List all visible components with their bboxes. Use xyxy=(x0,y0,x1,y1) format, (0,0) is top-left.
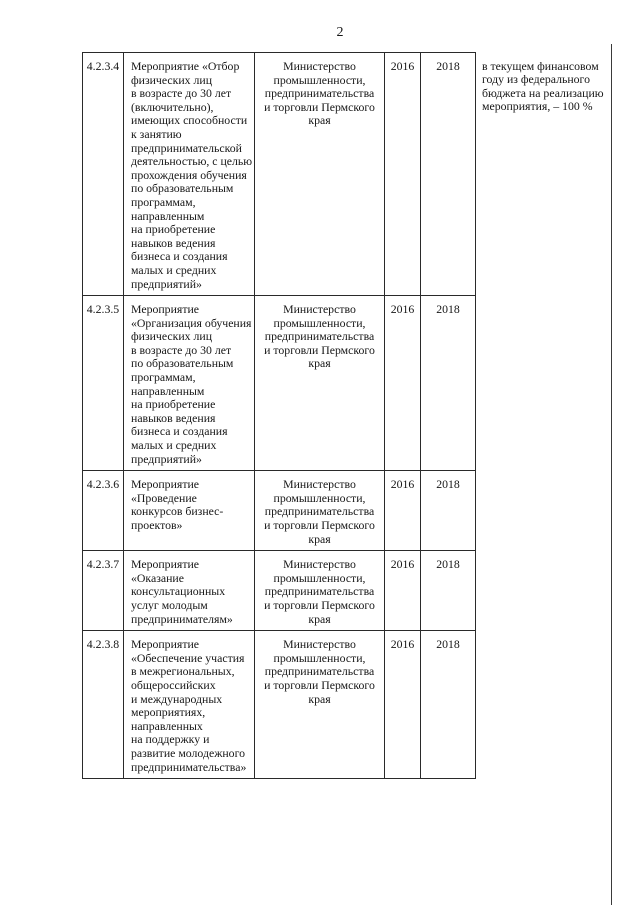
description-line: «Обеспечение участия xyxy=(131,650,245,665)
responsible-line: промышленности, xyxy=(273,490,366,505)
description-line: предпринимателям» xyxy=(131,611,233,626)
description-line: предприятий» xyxy=(131,451,202,466)
measure-number: 4.2.3.8 xyxy=(83,631,124,779)
responsible-line: промышленности, xyxy=(273,315,366,330)
responsible-line: Министерство xyxy=(283,302,356,317)
table-row xyxy=(83,53,613,296)
responsible-line: Министерство xyxy=(283,637,356,652)
description-line: Мероприятие xyxy=(131,557,200,572)
description-line: предпринимательства» xyxy=(131,759,247,774)
table-row xyxy=(83,471,613,551)
start-year: 2016 xyxy=(385,551,421,631)
responsible-line: края xyxy=(308,611,331,626)
description-line: «Проведение xyxy=(131,490,197,505)
responsible-line: Министерство xyxy=(283,557,356,572)
description-line: в возрасте до 30 лет xyxy=(131,86,232,101)
description-line: Мероприятие «Отбор xyxy=(131,59,240,73)
responsible-line: и торговли Пермского xyxy=(264,99,375,114)
responsible-line: и торговли Пермского xyxy=(264,518,375,532)
start-year: 2016 xyxy=(385,631,421,779)
measure-description xyxy=(124,551,255,631)
description-line: по образовательным xyxy=(131,181,234,196)
responsible-line: Министерство xyxy=(283,59,356,73)
table-row xyxy=(83,631,613,779)
description-line: по образовательным xyxy=(131,356,234,371)
funding-note-line: мероприятия, – 100 % xyxy=(482,99,593,114)
description-line: в межрегиональных, xyxy=(131,664,235,679)
description-line: имеющих способности xyxy=(131,113,248,128)
description-line: на поддержку и xyxy=(131,732,210,747)
description-line: на приобретение xyxy=(131,397,216,412)
description-line: физических лиц xyxy=(131,72,213,87)
funding-note xyxy=(476,551,613,631)
page-number: 2 xyxy=(336,25,344,40)
funding-note xyxy=(476,296,613,471)
start-year: 2016 xyxy=(385,296,421,471)
responsible-line: края xyxy=(308,113,331,128)
responsible-executor xyxy=(255,551,385,631)
responsible-executor xyxy=(255,296,385,471)
end-year: 2018 xyxy=(421,471,476,551)
measure-description xyxy=(124,296,255,471)
end-year: 2018 xyxy=(421,296,476,471)
responsible-line: промышленности, xyxy=(273,570,366,585)
responsible-line: и торговли Пермского xyxy=(264,677,375,692)
end-year: 2018 xyxy=(421,53,476,296)
description-line: конкурсов бизнес- xyxy=(131,504,224,519)
description-line: предприятий» xyxy=(131,276,202,291)
responsible-line: предпринимательства xyxy=(264,86,375,101)
description-line: предпринимательской xyxy=(131,140,242,155)
funding-note-line: году из федерального xyxy=(482,72,590,87)
table-row xyxy=(83,551,613,631)
responsible-line: и торговли Пермского xyxy=(264,597,375,612)
description-line: бизнеса и создания xyxy=(131,249,228,264)
description-line: бизнеса и создания xyxy=(131,424,228,439)
funding-note-line: бюджета на реализацию xyxy=(482,85,604,100)
measure-number: 4.2.3.7 xyxy=(83,551,124,631)
responsible-line: предпринимательства xyxy=(264,584,375,599)
measure-description xyxy=(124,471,255,551)
description-line: консультационных xyxy=(131,584,226,599)
description-line: «Организация обучения xyxy=(131,315,252,330)
description-line: физических лиц xyxy=(131,329,213,344)
start-year: 2016 xyxy=(385,53,421,296)
description-line: малых и средних xyxy=(131,438,217,453)
responsible-line: предпринимательства xyxy=(264,664,375,679)
responsible-line: края xyxy=(308,691,331,706)
description-line: мероприятиях, xyxy=(131,705,206,720)
description-line: навыков ведения xyxy=(131,235,216,250)
responsible-executor xyxy=(255,53,385,296)
funding-note xyxy=(476,53,613,296)
description-line: проектов» xyxy=(131,518,183,532)
description-line: Мероприятие xyxy=(131,477,200,492)
description-line: Мероприятие xyxy=(131,302,200,317)
measures-table xyxy=(82,52,613,779)
description-line: общероссийских xyxy=(131,677,216,692)
funding-note xyxy=(476,471,613,551)
description-line: (включительно), xyxy=(131,99,214,114)
responsible-line: предпринимательства xyxy=(264,504,375,519)
responsible-line: края xyxy=(308,356,331,371)
description-line: к занятию xyxy=(131,126,182,141)
page-edge-line xyxy=(611,44,612,905)
description-line: прохождения обучения xyxy=(131,167,247,182)
funding-note xyxy=(476,631,613,779)
description-line: Мероприятие xyxy=(131,637,200,652)
description-line: программам, xyxy=(131,194,196,209)
description-line: деятельностью, с целью xyxy=(131,154,253,169)
measure-description xyxy=(124,53,255,296)
measure-description xyxy=(124,631,255,779)
measures-table-body xyxy=(83,53,613,779)
description-line: направленных xyxy=(131,718,203,733)
description-line: в возрасте до 30 лет xyxy=(131,342,232,357)
start-year: 2016 xyxy=(385,471,421,551)
measure-number: 4.2.3.6 xyxy=(83,471,124,551)
end-year: 2018 xyxy=(421,631,476,779)
responsible-line: промышленности, xyxy=(273,72,366,87)
description-line: услуг молодым xyxy=(131,597,208,612)
table-row xyxy=(83,296,613,471)
responsible-executor xyxy=(255,631,385,779)
description-line: развитие молодежного xyxy=(131,745,246,760)
description-line: «Оказание xyxy=(131,570,184,585)
description-line: и международных xyxy=(131,691,223,706)
responsible-line: промышленности, xyxy=(273,650,366,665)
responsible-line: края xyxy=(308,531,331,546)
end-year: 2018 xyxy=(421,551,476,631)
responsible-executor xyxy=(255,471,385,551)
description-line: направленным xyxy=(131,208,205,223)
responsible-line: предпринимательства xyxy=(264,329,375,344)
description-line: программам, xyxy=(131,370,196,385)
description-line: навыков ведения xyxy=(131,410,216,425)
funding-note-line: в текущем финансовом xyxy=(482,58,599,73)
description-line: малых и средних xyxy=(131,262,217,277)
responsible-line: и торговли Пермского xyxy=(264,342,375,357)
description-line: на приобретение xyxy=(131,222,216,237)
responsible-line: Министерство xyxy=(283,477,356,492)
description-line: направленным xyxy=(131,383,205,398)
measure-number: 4.2.3.5 xyxy=(83,296,124,471)
measure-number: 4.2.3.4 xyxy=(83,53,124,296)
